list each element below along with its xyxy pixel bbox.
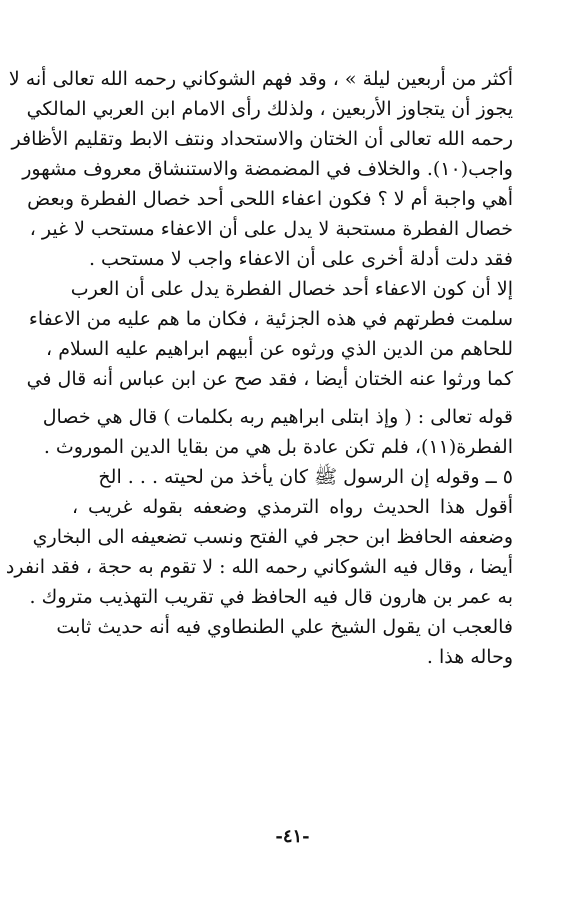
text-line-8: إلا أن كون الاعفاء أحد خصال الفطرة يدل على أن العرب xyxy=(70,278,513,300)
text-line-2: يجوز أن يتجاوز الأربعين ، ولذلك رأى الامام ابن العربي المالكي xyxy=(26,98,513,120)
text-line-9: سلمت فطرتهم في هذه الجزئية ، فكان ما هم عليه من الاعفاء xyxy=(28,308,513,330)
text-line-6: خصال الفطرة مستحبة لا يدل على أن الاعفاء مستحب لا غير ، xyxy=(29,218,513,240)
text-line-17: أيضا ، وقال فيه الشوكاني رحمه الله : لا تقوم به حجة ، فقد انفرد xyxy=(5,556,513,578)
text-line-13: الفطرة(١١)، فلم تكن عادة بل هي من بقايا الدين الموروث . xyxy=(43,436,513,458)
text-line-20: وحاله هذا . xyxy=(426,646,513,668)
text-line-19: فالعجب ان يقول الشيخ علي الطنطاوي فيه أنه حديث ثابت xyxy=(56,616,513,638)
text-line-12: قوله تعالى : ( وإذ ابتلى ابراهيم ربه بكلمات ) قال هي خصال xyxy=(42,406,513,428)
text-line-1: أكثر من أربعين ليلة » ، وقد فهم الشوكاني رحمه الله تعالى أنه لا xyxy=(8,68,513,90)
text-line-10: للحاهم من الدين الذي ورثوه عن أبيهم ابراهيم عليه السلام ، xyxy=(46,338,513,360)
text-line-14: ٥ ــ وقوله إن الرسول ﷺ كان يأخذ من لحيته . . . الخ xyxy=(98,466,513,488)
text-line-7: فقد دلت أدلة أخرى على أن الاعفاء واجب لا مستحب . xyxy=(88,248,513,270)
text-line-18: به عمر بن هارون قال فيه الحافظ في تقريب التهذيب متروك . xyxy=(29,586,513,608)
text-line-3: رحمه الله تعالى أن الختان والاستحداد ونتف الابط وتقليم الأظافر xyxy=(11,128,513,150)
text-line-11: كما ورثوا عنه الختان أيضا ، فقد صح عن ابن عباس أنه قال في xyxy=(26,368,513,390)
text-line-4: واجب(١٠). والخلاف في المضمضة والاستنشاق معروف مشهور xyxy=(22,158,513,180)
text-line-5: أهي واجبة أم لا ؟ فكون اعفاء اللحى أحد خصال الفطرة وبعض xyxy=(27,188,513,210)
text-line-15: أقول هذا الحديث رواه الترمذي وضعفه بقوله غريب ، xyxy=(72,496,513,518)
text-line-16: وضعفه الحافظ ابن حجر في الفتح ونسب تضعيفه الى البخاري xyxy=(32,526,513,548)
page-number: -٤١- xyxy=(275,826,310,847)
